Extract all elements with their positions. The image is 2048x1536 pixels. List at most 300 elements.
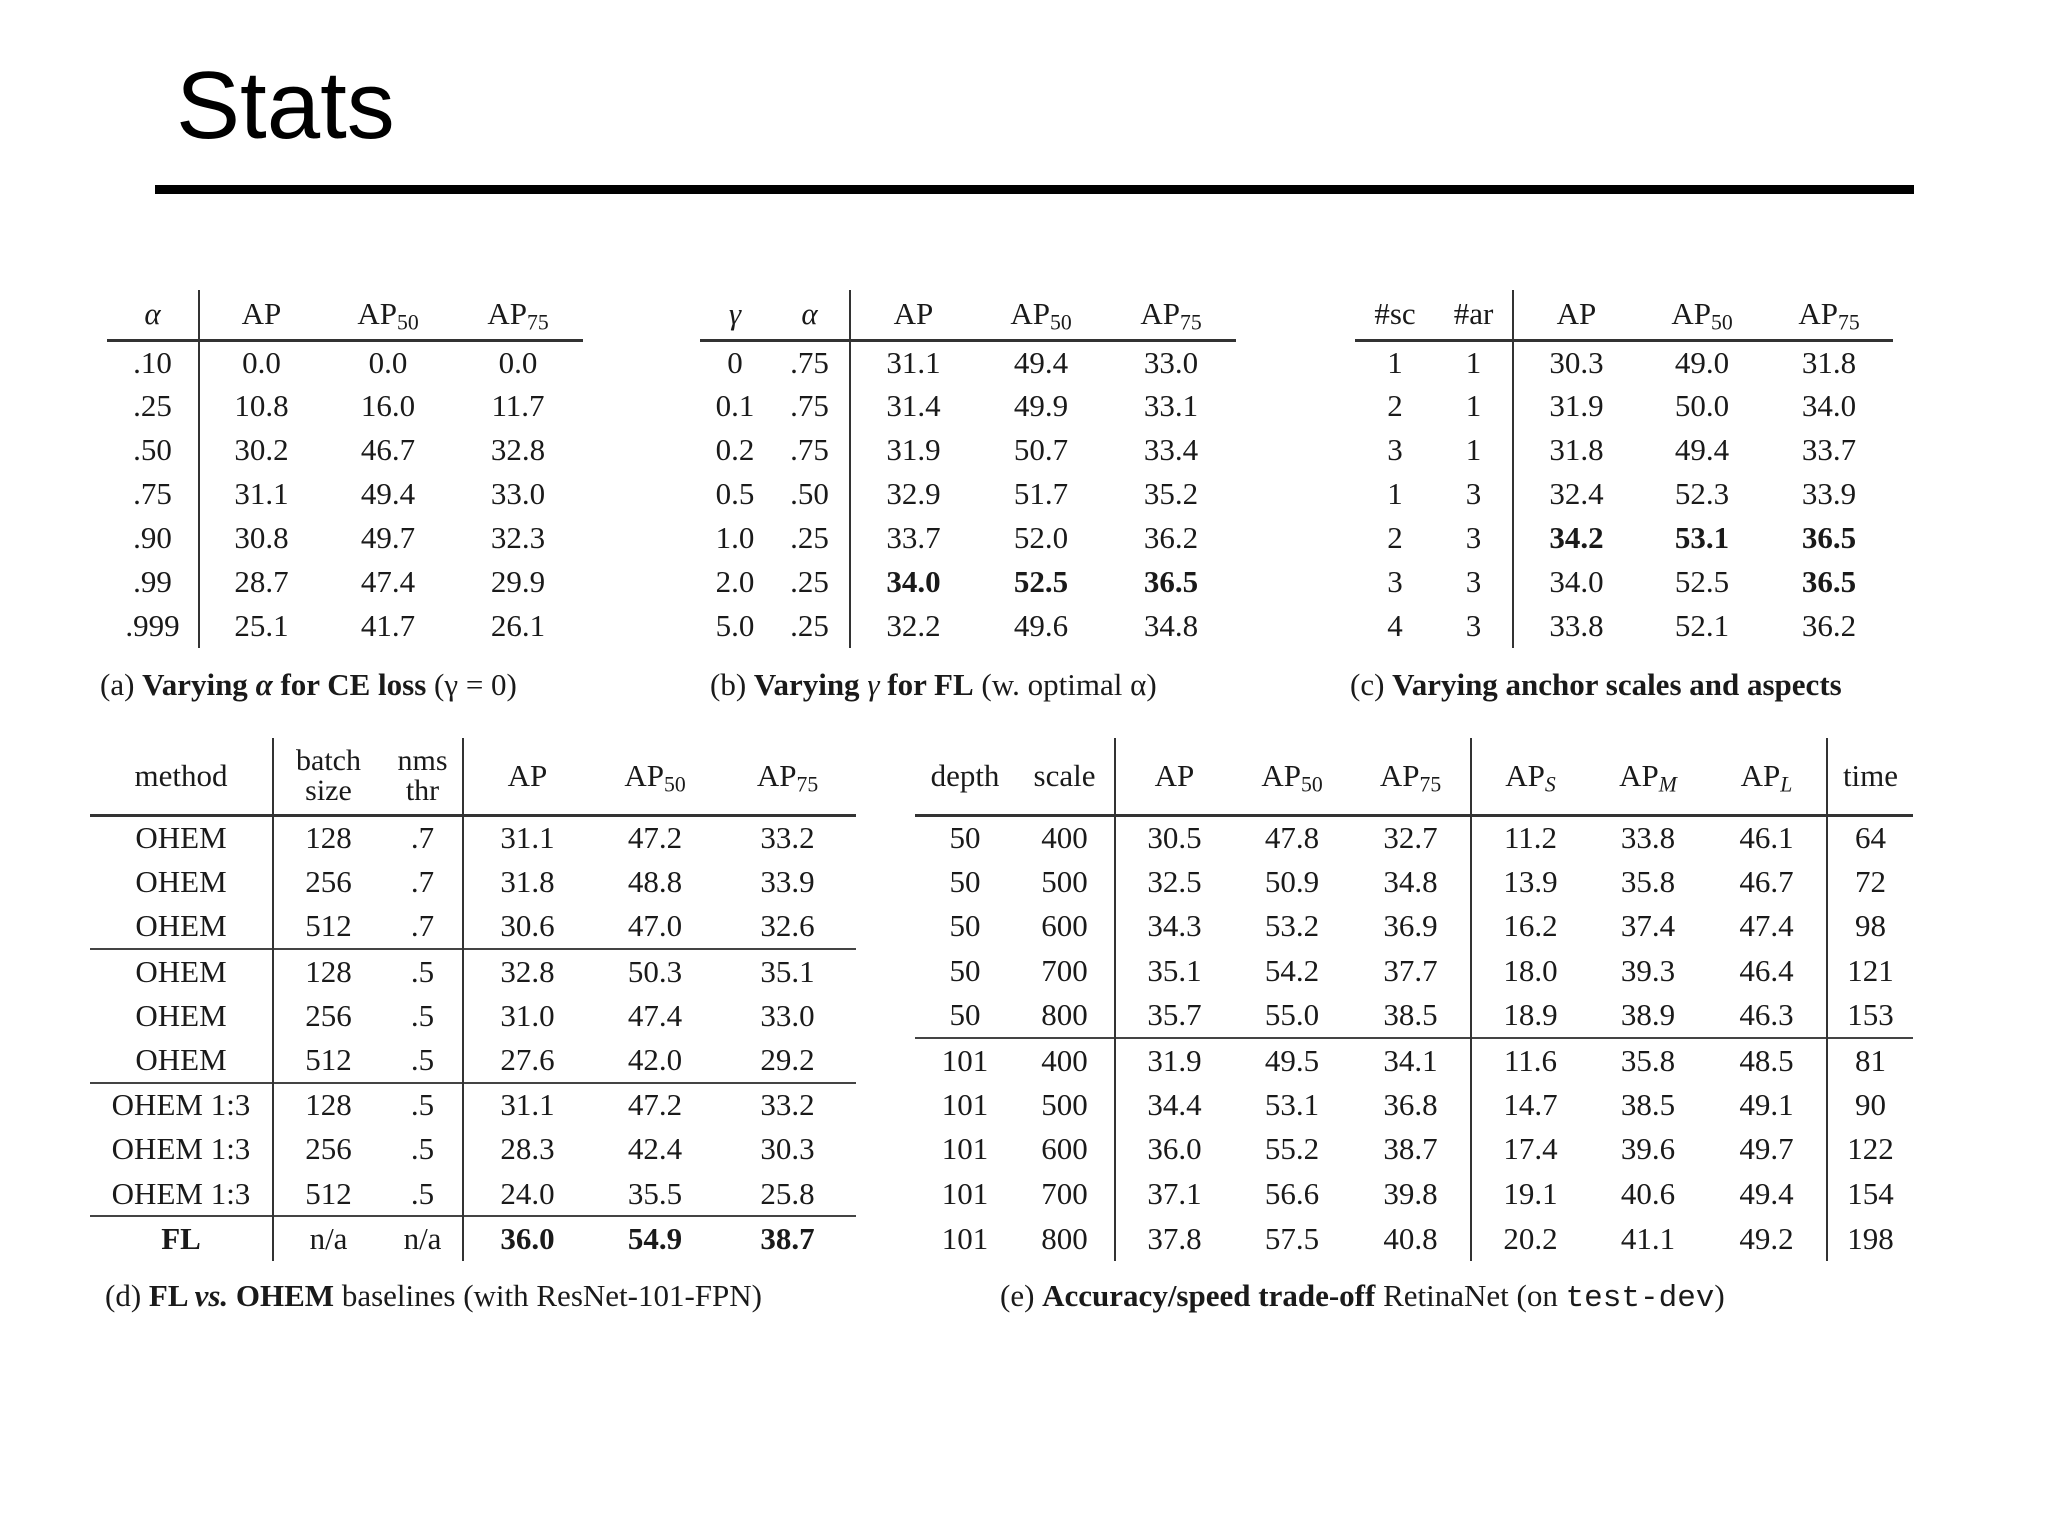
table-cell: .25 [770,516,850,560]
table-e-row [915,1172,1913,1217]
table-a-header-ap50: $AP_{50}$ [323,290,453,340]
table-cell: 54.9 [591,1216,719,1261]
table-cell: .99 [107,560,199,604]
table-cell: 51.7 [1013,475,1069,511]
table-cell: 33.7 [1801,431,1857,467]
table-d-row [90,860,856,905]
table-b-row [700,472,1236,516]
table-cell: 153 [1847,997,1894,1033]
table-cell: 101 [941,1176,989,1211]
table-cell: 29.2 [760,1041,815,1077]
table-cell: 30.2 [234,431,289,467]
table-b-gamma-fl [700,290,1236,648]
table-cell: 52.0 [1013,519,1069,555]
table-cell: 41.1 [1620,1220,1676,1256]
table-cell: .90 [107,516,199,560]
table-cell: 2.0 [715,563,755,599]
table-cell: 41.7 [360,607,416,643]
table-cell: 128 [273,949,383,994]
table-cell: 3 [1435,516,1513,560]
table-cell: 49.9 [1013,387,1069,423]
table-cell: 49.7 [360,519,416,555]
table-cell: 33.9 [760,863,815,899]
table-cell: 500 [1015,1083,1115,1128]
table-a-header-alpha: α [107,290,199,340]
table-b-header-alpha: α [770,290,850,340]
table-cell: 39.6 [1620,1131,1676,1167]
table-cell: 2 [1387,387,1403,423]
table-e-header-time: time [1827,738,1913,815]
table-cell: 31.1 [463,1083,591,1128]
table-c-row [1355,340,1893,384]
table-cell: 16.0 [360,387,416,423]
table-cell: 32.3 [490,519,546,555]
table-cell: 47.2 [627,820,683,855]
table-cell: 122 [1847,1131,1894,1167]
table-a-alpha-ce-loss [107,290,583,648]
table-cell: 19.1 [1503,1176,1558,1211]
table-cell: 128 [305,820,352,855]
table-cell: 0.0 [368,344,408,380]
table-b-row [700,384,1236,428]
table-cell: 35.2 [1143,475,1199,511]
table-cell: .5 [383,1127,463,1172]
table-cell: 42.0 [627,1041,683,1077]
table-cell: 33.9 [1801,475,1857,511]
table-cell: 50 [949,820,981,855]
table-cell: 46.7 [1707,860,1827,905]
table-cell: 52.1 [1674,607,1730,643]
table-cell: 36.8 [1351,1083,1471,1128]
table-cell: 34.0 [886,563,941,599]
table-cell: 800 [1015,993,1115,1038]
table-cell: 57.5 [1264,1220,1320,1256]
table-c-row [1355,384,1893,428]
table-cell: 36.0 [1147,1131,1202,1167]
table-cell: 39.3 [1620,953,1676,989]
table-cell: 37.4 [1620,908,1676,944]
table-cell: .75 [107,472,199,516]
table-cell: OHEM [90,1038,273,1083]
table-cell: 55.2 [1264,1131,1320,1167]
table-cell: 31.4 [886,387,941,423]
table-cell: 33.4 [1143,431,1199,467]
table-cell: 31.8 [1549,431,1604,467]
table-cell: 27.6 [500,1041,555,1077]
table-cell: 500 [1015,860,1115,905]
table-cell: 4 [1387,607,1403,643]
table-d-header-ap75: $AP_{75}$ [719,738,856,815]
table-cell: 38.5 [1351,993,1471,1038]
table-cell: 34.0 [1549,563,1604,599]
table-cell: 3 [1387,563,1403,599]
table-cell: 49.4 [360,475,416,511]
table-e-caption: (e) Accuracy/speed trade-off RetinaNet (on test-dev) [1000,1278,1725,1316]
table-cell: .25 [107,384,199,428]
table-e-header-apl: $AP_L$ [1707,738,1827,815]
table-cell: .7 [383,815,463,860]
table-cell: 32.6 [760,907,815,943]
table-b-row [700,516,1236,560]
table-e-header-scale: scale [1015,738,1115,815]
table-cell: 49.4 [1674,431,1730,467]
table-cell: .25 [770,604,850,648]
table-e-header-apm: $AP_M$ [1589,738,1707,815]
table-cell: 5.0 [715,607,755,643]
table-c-row [1355,516,1893,560]
table-cell: .5 [383,1083,463,1128]
table-d-row [90,904,856,949]
title-divider [155,185,1914,194]
table-cell: 32.9 [886,475,941,511]
table-cell: 11.2 [1503,820,1558,855]
table-cell: 18.0 [1503,953,1558,989]
table-cell: 56.6 [1264,1176,1320,1211]
table-e-row [915,949,1913,994]
table-c-row [1355,560,1893,604]
table-cell: 31.1 [500,820,555,855]
table-cell: .10 [107,340,199,384]
table-d-row [90,1083,856,1128]
table-cell: 52.5 [1674,563,1730,599]
table-a-row [107,472,583,516]
table-cell: 0.0 [498,344,538,380]
table-d-row [90,1127,856,1172]
table-cell: 28.3 [500,1131,555,1167]
table-cell: 98 [1855,908,1886,944]
table-b-header-ap75: $AP_{75}$ [1106,290,1236,340]
table-e-row [915,815,1913,860]
table-cell: 256 [305,1131,352,1167]
table-b-header-ap50: $AP_{50}$ [976,290,1106,340]
table-cell: 33.0 [1143,344,1199,380]
table-cell: 3 [1435,560,1513,604]
table-cell: 36.5 [1801,563,1857,599]
table-cell: 14.7 [1503,1086,1558,1122]
table-cell: 31.1 [886,344,941,380]
table-b-row [700,340,1236,384]
table-cell: 48.5 [1707,1038,1827,1083]
table-a-row [107,340,583,384]
table-cell: 50 [949,863,981,899]
table-cell: 700 [1015,949,1115,994]
table-b-row [700,560,1236,604]
table-cell: 34.2 [1549,519,1604,555]
table-e-row [915,1038,1913,1083]
table-cell: .999 [107,604,199,648]
table-d-header-nms-thr: nms thr [383,738,463,815]
table-cell: 36.5 [1801,519,1857,555]
table-cell: 256 [305,863,352,899]
table-cell: 20.2 [1503,1220,1558,1256]
table-cell: OHEM [90,993,273,1038]
table-cell: 48.8 [627,863,683,899]
table-cell: 55.0 [1264,997,1320,1033]
table-cell: 1 [1435,384,1513,428]
table-cell: 101 [941,1086,989,1122]
table-e-row [915,904,1913,949]
table-e-row [915,860,1913,905]
table-cell: 53.2 [1264,908,1320,944]
table-cell: 154 [1847,1176,1894,1211]
table-cell: .75 [770,428,850,472]
table-cell: 1 [1435,340,1513,384]
table-cell: 400 [1015,1038,1115,1083]
table-d-fl-vs-ohem [90,738,856,1261]
table-cell: 37.8 [1147,1220,1202,1256]
table-cell: 32.4 [1549,475,1604,511]
table-cell: n/a [383,1216,463,1261]
table-c-header-ap: AP [1513,290,1639,340]
table-cell: 38.5 [1620,1086,1676,1122]
table-cell: .5 [383,949,463,994]
table-cell: 47.4 [360,563,416,599]
table-cell: 38.7 [1351,1127,1471,1172]
table-cell: 1 [1435,428,1513,472]
table-cell: 36.5 [1143,563,1199,599]
table-d-header-ap: AP [463,738,591,815]
table-cell: n/a [273,1216,383,1261]
table-cell: 31.9 [1115,1038,1233,1083]
table-cell: 49.5 [1233,1038,1351,1083]
table-cell: 600 [1015,904,1115,949]
table-cell: 47.2 [591,1083,719,1128]
table-a-row [107,384,583,428]
table-cell: 32.8 [463,949,591,994]
table-b-row [700,604,1236,648]
table-d-row [90,993,856,1038]
table-cell: OHEM 1:3 [90,1083,273,1128]
table-d-header-batch-size: batch size [273,738,383,815]
table-cell: 50 [949,908,981,944]
table-cell: 47.8 [1264,820,1320,855]
table-cell: 35.1 [719,949,856,994]
table-cell: 16.2 [1503,908,1558,944]
table-cell: 54.2 [1264,953,1320,989]
table-cell: 3 [1435,604,1513,648]
table-cell: OHEM [90,904,273,949]
table-cell: 11.7 [491,387,545,423]
table-cell: 31.8 [1801,344,1857,380]
table-cell: FL [90,1216,273,1261]
table-cell: 34.1 [1351,1038,1471,1083]
table-cell: 50.9 [1264,863,1320,899]
table-cell: 0.0 [242,344,281,380]
table-cell: 52.5 [1013,563,1069,599]
table-cell: 18.9 [1503,997,1558,1033]
table-cell: 30.8 [234,519,289,555]
table-cell: 33.7 [886,519,941,555]
table-c-header-ap75: $AP_{75}$ [1765,290,1893,340]
table-e-header-ap50: $AP_{50}$ [1233,738,1351,815]
table-d-header-method: method [90,738,273,815]
table-cell: 32.5 [1147,863,1202,899]
table-cell: 34.4 [1147,1086,1202,1122]
table-cell: 2 [1387,519,1403,555]
table-cell: OHEM [90,815,273,860]
table-c-header-sc: #sc [1355,290,1435,340]
table-cell: .5 [383,993,463,1038]
table-cell: 35.1 [1147,953,1202,989]
table-e-accuracy-speed [915,738,1913,1261]
table-cell: 32.2 [886,607,941,643]
table-cell: 35.5 [627,1175,683,1211]
table-cell: 81 [1827,1038,1913,1083]
table-cell: 26.1 [490,607,546,643]
table-cell: 33.1 [1143,387,1199,423]
table-b-caption: (b) Varying γ for FL (w. optimal α) [710,667,1157,702]
table-a-row [107,560,583,604]
table-cell: 600 [1015,1127,1115,1172]
table-cell: 512 [305,907,352,943]
table-a-header-ap75: $AP_{75}$ [453,290,583,340]
table-d-row [90,1216,856,1261]
table-cell: .50 [770,472,850,516]
table-cell: 400 [1015,815,1115,860]
table-cell: 0.5 [715,475,755,511]
table-cell: 198 [1847,1220,1894,1256]
table-e-row [915,1083,1913,1128]
table-cell: .25 [770,560,850,604]
table-cell: 25.1 [234,607,289,643]
table-cell: 0.1 [715,387,755,423]
table-cell: 1.0 [715,519,755,555]
table-cell: 50.3 [591,949,719,994]
table-cell: OHEM 1:3 [90,1172,273,1217]
table-cell: 35.8 [1589,1038,1707,1083]
table-d-caption: (d) FL vs. OHEM baselines (with ResNet-101-FPN) [105,1278,762,1313]
table-c-anchor-scales [1355,290,1893,648]
table-cell: 29.9 [490,563,546,599]
table-cell: .75 [770,340,850,384]
table-c-header-ar: #ar [1435,290,1513,340]
table-cell: 1 [1387,344,1403,380]
table-cell: 13.9 [1503,863,1558,899]
table-cell: 46.3 [1707,993,1827,1038]
table-a-header-ap: AP [199,290,323,340]
table-cell: 256 [305,997,352,1033]
table-cell: 49.0 [1674,344,1730,380]
table-cell: 34.8 [1351,860,1471,905]
table-cell: 33.2 [760,820,815,855]
table-cell: 50.0 [1674,387,1730,423]
table-cell: 31.1 [234,475,289,511]
table-cell: 64 [1855,820,1886,855]
table-cell: 512 [305,1175,352,1211]
table-a-row [107,428,583,472]
table-d-row [90,1038,856,1083]
table-cell: 101 [941,1220,989,1256]
table-cell: OHEM [90,949,273,994]
table-cell: 52.3 [1674,475,1730,511]
table-cell: 3 [1387,431,1403,467]
table-cell: 1 [1387,475,1403,511]
table-cell: 11.6 [1471,1038,1589,1083]
table-e-row [915,1127,1913,1172]
table-cell: 39.8 [1351,1172,1471,1217]
table-cell: 34.3 [1147,908,1202,944]
table-cell: 50 [949,997,981,1033]
table-cell: 46.1 [1707,815,1827,860]
table-cell: 49.1 [1707,1083,1827,1128]
table-cell: 36.2 [1143,519,1199,555]
table-b-header-gamma: γ [700,290,770,340]
table-cell: 17.4 [1503,1131,1558,1167]
table-cell: 30.5 [1147,820,1202,855]
table-cell: 33.8 [1549,607,1604,643]
table-cell: 30.3 [760,1131,815,1167]
table-c-row [1355,428,1893,472]
table-cell: 101 [941,1131,989,1167]
table-d-row [90,1172,856,1217]
table-cell: 47.0 [627,907,683,943]
table-cell: .7 [383,860,463,905]
table-cell: 34.0 [1801,387,1857,423]
table-a-row [107,604,583,648]
table-cell: 35.7 [1147,997,1202,1033]
table-cell: 33.0 [490,475,546,511]
table-cell: .5 [383,1038,463,1083]
table-cell: 36.0 [463,1216,591,1261]
table-e-row [915,993,1913,1038]
table-d-row [90,949,856,994]
table-cell: 42.4 [627,1131,683,1167]
table-cell: 37.7 [1351,949,1471,994]
table-cell: .75 [770,384,850,428]
table-cell: 36.9 [1351,904,1471,949]
table-cell: 38.7 [719,1216,856,1261]
table-cell: .50 [107,428,199,472]
table-cell: 47.4 [1707,904,1827,949]
table-cell: .5 [383,1172,463,1217]
table-cell: 33.8 [1620,820,1676,855]
table-cell: 3 [1435,472,1513,516]
table-cell: 37.1 [1147,1176,1202,1211]
table-cell: 512 [305,1041,352,1077]
table-cell: 49.7 [1707,1127,1827,1172]
table-cell: OHEM [90,860,273,905]
table-cell: 31.8 [500,863,555,899]
table-cell: 0.2 [715,431,755,467]
table-e-header-ap: AP [1115,738,1233,815]
table-c-row [1355,604,1893,648]
table-cell: 32.7 [1351,815,1471,860]
table-cell: 121 [1847,953,1894,989]
table-cell: 46.4 [1707,949,1827,994]
table-cell: 800 [1015,1216,1115,1261]
table-cell: 50 [949,953,981,989]
table-cell: 46.7 [360,431,416,467]
table-d-header-ap50: $AP_{50}$ [591,738,719,815]
table-cell: 0 [727,344,743,380]
table-e-row [915,1216,1913,1261]
table-cell: 101 [915,1038,1015,1083]
table-a-caption: (a) Varying α for CE loss (γ = 0) [100,667,517,702]
table-e-header-depth: depth [915,738,1015,815]
table-cell: 34.8 [1143,607,1199,643]
table-cell: 32.8 [490,431,546,467]
table-cell: 35.8 [1620,863,1676,899]
table-cell: 90 [1855,1086,1886,1122]
table-b-row [700,428,1236,472]
table-cell: 128 [273,1083,383,1128]
table-cell: 49.4 [1013,344,1069,380]
table-cell: OHEM 1:3 [90,1127,273,1172]
table-c-caption: (c) Varying anchor scales and aspects [1350,667,1842,702]
table-cell: 49.2 [1707,1216,1827,1261]
table-a-row [107,516,583,560]
table-cell: 31.0 [500,997,555,1033]
